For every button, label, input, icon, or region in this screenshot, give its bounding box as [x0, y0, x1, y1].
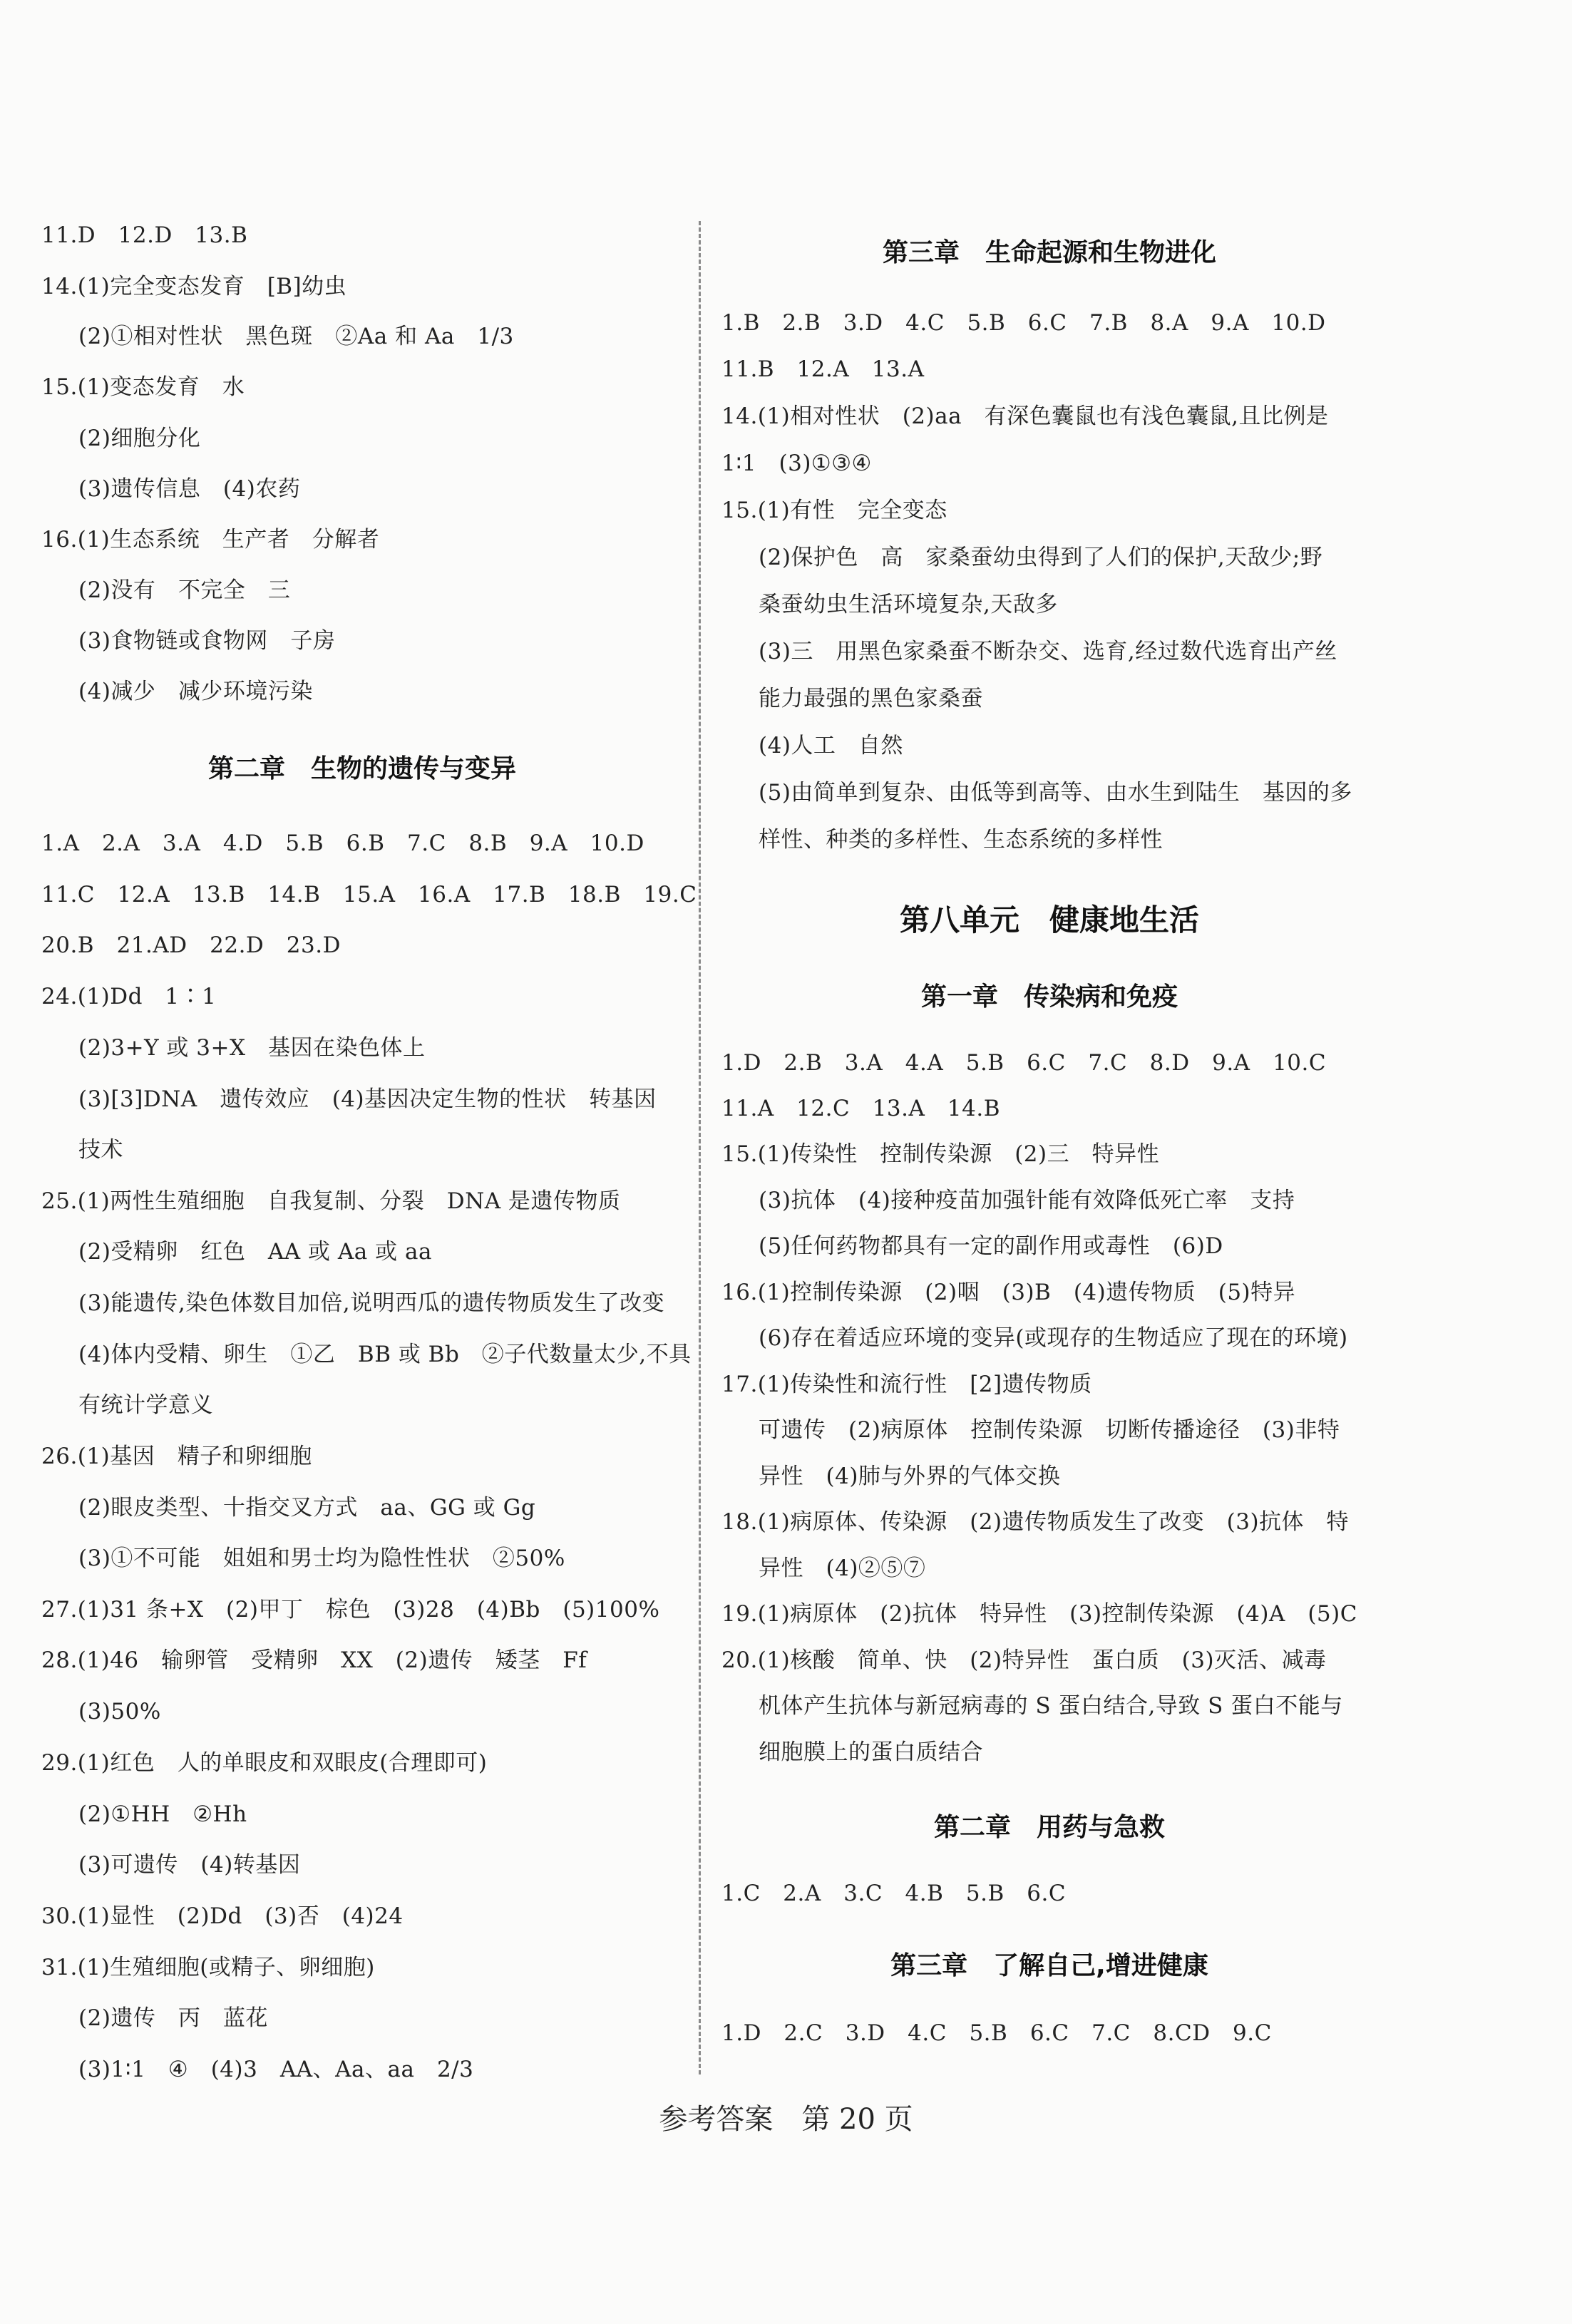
answer-line: 11.C 12.A 13.B 14.B 15.A 16.A 17.B 18.B 19.C — [41, 882, 697, 908]
answer-line: 14.(1)完全变态发育 [B]幼虫 — [41, 274, 347, 299]
answer-line: 1.A 2.A 3.A 4.D 5.B 6.B 7.C 8.B 9.A 10.D — [41, 831, 644, 856]
answer-line: 19.(1)病原体 (2)抗体 特异性 (3)控制传染源 (4)A (5)C — [721, 1601, 1357, 1627]
answer-line: (5)由简单到复杂、由低等到高等、由水生到陆生 基因的多 — [759, 780, 1352, 806]
answer-line: 11.D 12.D 13.B — [41, 222, 248, 248]
answer-line: 机体产生抗体与新冠病毒的 S 蛋白结合,导致 S 蛋白不能与 — [759, 1693, 1343, 1719]
answer-line: 29.(1)红色 人的单眼皮和双眼皮(合理即可) — [41, 1750, 488, 1776]
answer-line: (2)遗传 丙 蓝花 — [78, 2005, 268, 2031]
answer-line: (4)减少 减少环境污染 — [78, 679, 313, 704]
answer-line: 细胞膜上的蛋白质结合 — [759, 1739, 983, 1765]
answer-line: (3)能遗传,染色体数目加倍,说明西瓜的遗传物质发生了改变 — [78, 1290, 665, 1316]
answer-line: 31.(1)生殖细胞(或精子、卵细胞) — [41, 1955, 375, 1980]
answer-line: 有统计学意义 — [78, 1392, 213, 1418]
answer-line: 可遗传 (2)病原体 控制传染源 切断传播途径 (3)非特 — [759, 1417, 1340, 1443]
answer-line: (2)受精卵 红色 AA 或 Aa 或 aa — [78, 1239, 432, 1265]
answer-line: 25.(1)两性生殖细胞 自我复制、分裂 DNA 是遗传物质 — [41, 1188, 621, 1214]
answer-line: (3)可遗传 (4)转基因 — [78, 1852, 301, 1878]
answer-line: 17.(1)传染性和流行性 [2]遗传物质 — [721, 1372, 1092, 1397]
answer-line: (2)没有 不完全 三 — [78, 577, 291, 603]
answer-line: (4)人工 自然 — [759, 733, 903, 759]
answer-line: 26.(1)基因 精子和卵细胞 — [41, 1444, 312, 1469]
answer-line: 14.(1)相对性状 (2)aa 有深色囊鼠也有浅色囊鼠,且比例是 — [721, 403, 1329, 429]
answer-line: 15.(1)有性 完全变态 — [721, 498, 947, 523]
answer-line: 异性 (4)②⑤⑦ — [759, 1556, 926, 1581]
answer-line: (2)①相对性状 黑色斑 ②Aa 和 Aa 1/3 — [78, 324, 514, 349]
answer-line: (3)遗传信息 (4)农药 — [78, 476, 301, 502]
answer-line: 异性 (4)肺与外界的气体交换 — [759, 1464, 1061, 1489]
answer-line: 11.B 12.A 13.A — [721, 356, 925, 382]
answer-line: (3)[3]DNA 遗传效应 (4)基因决定生物的性状 转基因 — [78, 1086, 657, 1112]
answer-line: (3)抗体 (4)接种疫苗加强针能有效降低死亡率 支持 — [759, 1188, 1295, 1213]
answer-line: 27.(1)31 条+X (2)甲丁 棕色 (3)28 (4)Bb (5)100% — [41, 1597, 660, 1623]
answer-line: (4)体内受精、卵生 ①乙 BB 或 Bb ②子代数量太少,不具 — [78, 1342, 692, 1367]
answer-line: 1.B 2.B 3.D 4.C 5.B 6.C 7.B 8.A 9.A 10.D — [721, 310, 1326, 336]
answer-line: 11.A 12.C 13.A 14.B — [721, 1096, 1000, 1121]
chapter-heading: 第二章 生物的遗传与变异 — [207, 754, 516, 783]
answer-line: 桑蚕幼虫生活环境复杂,天敌多 — [759, 592, 1058, 617]
answer-line: 24.(1)Dd 1∶1 — [41, 984, 217, 1009]
answer-line: (2)眼皮类型、十指交叉方式 aa、GG 或 Gg — [78, 1495, 536, 1521]
answer-line: (5)任何药物都具有一定的副作用或毒性 (6)D — [759, 1233, 1223, 1259]
answer-line: 1.C 2.A 3.C 4.B 5.B 6.C — [721, 1881, 1067, 1906]
answer-line: 16.(1)控制传染源 (2)咽 (3)B (4)遗传物质 (5)特异 — [721, 1280, 1296, 1305]
answer-line: 技术 — [78, 1137, 123, 1163]
chapter-heading: 第二章 用药与急救 — [933, 1813, 1165, 1842]
answer-line: 18.(1)病原体、传染源 (2)遗传物质发生了改变 (3)抗体 特 — [721, 1509, 1350, 1535]
answer-line: 15.(1)传染性 控制传染源 (2)三 特异性 — [721, 1141, 1160, 1167]
answer-line: (3)三 用黑色家桑蚕不断杂交、选育,经过数代选育出产丝 — [759, 639, 1337, 664]
answer-line: 28.(1)46 输卵管 受精卵 XX (2)遗传 矮茎 Ff — [41, 1647, 587, 1673]
answer-line: (6)存在着适应环境的变异(或现存的生物适应了现在的环境) — [759, 1325, 1348, 1351]
answer-line: 能力最强的黑色家桑蚕 — [759, 686, 983, 711]
answer-line: 1.D 2.C 3.D 4.C 5.B 6.C 7.C 8.CD 9.C — [721, 2020, 1272, 2046]
answer-line: (3)50% — [78, 1699, 161, 1724]
answer-line: 16.(1)生态系统 生产者 分解者 — [41, 527, 380, 552]
answer-line: 20.(1)核酸 简单、快 (2)特异性 蛋白质 (3)灭活、减毒 — [721, 1647, 1327, 1673]
answer-line: (3)1∶1 ④ (4)3 AA、Aa、aa 2/3 — [78, 2057, 474, 2082]
answer-line: (2)细胞分化 — [78, 426, 201, 451]
answer-line: 1.D 2.B 3.A 4.A 5.B 6.C 7.C 8.D 9.A 10.C — [721, 1050, 1327, 1076]
answer-line: (2)3+Y 或 3+X 基因在染色体上 — [78, 1035, 426, 1061]
answer-line: 30.(1)显性 (2)Dd (3)否 (4)24 — [41, 1903, 404, 1929]
answer-line: 样性、种类的多样性、生态系统的多样性 — [759, 827, 1163, 853]
chapter-heading: 第三章 了解自己,增进健康 — [890, 1951, 1208, 1980]
answer-line: (3)食物链或食物网 子房 — [78, 628, 336, 654]
answer-line: 1∶1 (3)①③④ — [721, 451, 872, 476]
answer-line: (2)①HH ②Hh — [78, 1801, 247, 1827]
answer-line: (2)保护色 高 家桑蚕幼虫得到了人们的保护,天敌少;野 — [759, 545, 1323, 570]
chapter-heading: 第一章 传染病和免疫 — [920, 982, 1178, 1012]
page-footer: 参考答案 第 20 页 — [659, 2103, 913, 2136]
chapter-heading: 第三章 生命起源和生物进化 — [882, 238, 1216, 267]
answer-line: (3)①不可能 姐姐和男士均为隐性性状 ②50% — [78, 1546, 565, 1571]
answer-line: 15.(1)变态发育 水 — [41, 374, 245, 400]
answer-line: 20.B 21.AD 22.D 23.D — [41, 932, 341, 958]
column-divider — [699, 221, 701, 2074]
unit-heading: 第八单元 健康地生活 — [899, 903, 1199, 937]
